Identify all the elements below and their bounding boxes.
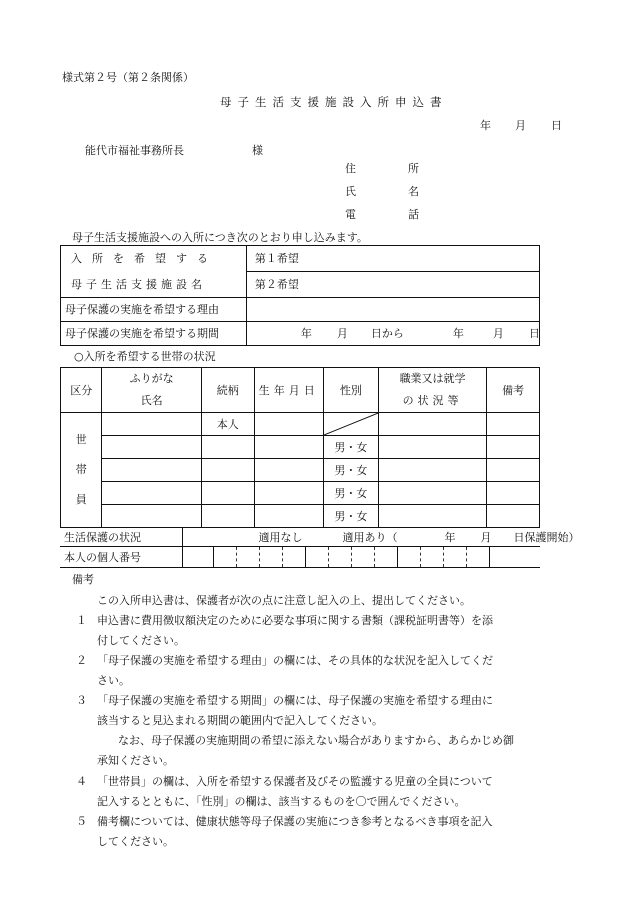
member-2-sex[interactable]: 男・女 — [323, 436, 378, 459]
digit-box[interactable] — [283, 547, 306, 567]
member-5-name[interactable] — [102, 505, 201, 528]
member-4-remarks[interactable] — [487, 482, 540, 505]
period-day-2: 日 — [528, 327, 540, 340]
digit-box[interactable] — [467, 547, 490, 567]
col-category: 区分 — [61, 368, 102, 413]
welfare-start: 日保護開始） — [513, 531, 580, 544]
welfare-status-field[interactable] — [182, 528, 580, 547]
notes-heading: 備考 — [72, 573, 94, 586]
note-5-line-2: してください。 — [97, 835, 174, 848]
col-occupation — [378, 368, 486, 413]
application-table — [60, 245, 540, 346]
individual-number-label: 本人の個人番号 — [60, 547, 182, 568]
welfare-label: 生活保護の状況 — [60, 528, 182, 547]
page-title: 母子生活支援施設入所申込書 — [220, 95, 448, 109]
note-2-line-2: さい。 — [97, 674, 130, 687]
digit-box[interactable] — [260, 547, 283, 567]
intro-text: 母子生活支援施設への入所につき次のとおり申し込みます。 — [72, 231, 368, 244]
col-occupation-1: 職業又は就学 — [399, 372, 466, 385]
member-3-occupation[interactable] — [378, 459, 486, 482]
digit-box[interactable] — [237, 547, 260, 567]
col-furigana-name — [102, 368, 201, 413]
period-label: 母子保護の実施を希望する期間 — [61, 322, 247, 346]
digit-box[interactable] — [214, 547, 237, 567]
period-month-2: 月 — [492, 327, 504, 340]
member-2-name[interactable] — [102, 436, 201, 459]
member-5-remarks[interactable] — [487, 505, 540, 528]
household-heading: ○入所を希望する世帯の状況 — [74, 350, 216, 363]
household-table — [60, 367, 540, 528]
addressee: 能代市福祉事務所長 — [85, 144, 184, 157]
note-4-number: ４ — [76, 775, 87, 788]
date-year: 年 — [480, 119, 491, 132]
member-5-relation[interactable] — [201, 505, 254, 528]
col-sex: 性別 — [323, 368, 378, 413]
digit-box[interactable] — [398, 547, 421, 567]
member-2-birthdate[interactable] — [254, 436, 323, 459]
row-label-1: 世 — [75, 433, 87, 446]
date-month: 月 — [515, 119, 526, 132]
col-birthdate: 生年月日 — [254, 368, 323, 413]
facility-label-2: 母子生活支援施設名 — [61, 272, 247, 298]
period-year: 年 — [300, 327, 312, 340]
col-occupation-2: の状況等 — [402, 394, 463, 407]
note-5-line-1: 備考欄については、健康状態等母子保護の実施につき参考となるべき事項を記入 — [97, 815, 493, 828]
member-1-sex-slash — [323, 413, 378, 436]
reason-label: 母子保護の実施を希望する理由 — [61, 298, 247, 322]
digit-box[interactable] — [444, 547, 467, 567]
member-4-name[interactable] — [102, 482, 201, 505]
facility-label-1: 入所を希望する — [61, 246, 247, 272]
digit-box[interactable] — [421, 547, 444, 567]
col-furigana: ふりがな — [129, 372, 174, 385]
honorific: 様 — [252, 144, 263, 157]
reason-field[interactable] — [246, 298, 539, 322]
col-name: 氏名 — [140, 394, 163, 407]
member-2-occupation[interactable] — [378, 436, 486, 459]
welfare-month: 月 — [480, 531, 492, 544]
member-3-name[interactable] — [102, 459, 201, 482]
welfare-table — [60, 527, 580, 568]
choice-2-field[interactable]: 第２希望 — [246, 272, 539, 298]
applicant-address-label: 住 所 — [345, 162, 429, 175]
row-label-3: 員 — [75, 493, 87, 506]
date-day: 日 — [551, 119, 562, 132]
period-field[interactable] — [246, 322, 539, 346]
member-5-occupation[interactable] — [378, 505, 486, 528]
member-1-birthdate[interactable] — [254, 413, 323, 436]
member-3-birthdate[interactable] — [254, 459, 323, 482]
digit-box[interactable] — [375, 547, 398, 567]
welfare-year: 年 — [444, 531, 456, 544]
digit-box[interactable] — [352, 547, 375, 567]
note-2-line-1: 「母子保護の実施を希望する理由」の欄には、その具体的な状況を記入してくだ — [97, 654, 493, 667]
applicant-phone-label: 電 話 — [345, 208, 429, 221]
period-year-2: 年 — [452, 327, 464, 340]
applicant-name-label: 氏 名 — [345, 185, 429, 198]
note-2-number: ２ — [76, 654, 87, 667]
note-3-line-4: 承知ください。 — [97, 754, 174, 767]
note-1-line-2: 付してください。 — [97, 634, 185, 647]
row-label-2: 帯 — [75, 463, 87, 476]
member-3-relation[interactable] — [201, 459, 254, 482]
digit-box[interactable] — [329, 547, 352, 567]
col-remarks: 備考 — [487, 368, 540, 413]
note-4-line-1: 「世帯員」の欄は、入所を希望する保護者及びその監護する児童の全員について — [97, 775, 493, 788]
digit-box[interactable] — [306, 547, 329, 567]
form-number: 様式第２号（第２条関係） — [62, 71, 194, 84]
member-2-relation[interactable] — [201, 436, 254, 459]
member-2-remarks[interactable] — [487, 436, 540, 459]
note-5-number: ５ — [76, 815, 87, 828]
individual-number-field[interactable] — [182, 547, 540, 568]
individual-number-digits — [183, 547, 541, 567]
notes-intro: この入所申込書は、保護者が次の点に注意し記入の上、提出してください。 — [97, 594, 471, 607]
note-3-number: ３ — [76, 694, 87, 707]
member-4-sex[interactable]: 男・女 — [323, 482, 378, 505]
member-5-birthdate[interactable] — [254, 505, 323, 528]
note-3-line-1: 「母子保護の実施を希望する期間」の欄には、母子保護の実施を希望する理由に — [97, 694, 493, 707]
household-members-label — [61, 413, 102, 528]
member-3-remarks[interactable] — [487, 459, 540, 482]
note-1-line-1: 申込書に費用徴収額決定のために必要な事項に関する書類（課税証明書等）を添 — [97, 614, 493, 627]
period-from: 日から — [370, 327, 404, 340]
member-4-birthdate[interactable] — [254, 482, 323, 505]
member-1-remarks[interactable] — [487, 413, 540, 436]
period-month: 月 — [336, 327, 348, 340]
choice-1-field[interactable]: 第１希望 — [246, 246, 539, 272]
note-3-line-2: 該当すると見込まれる期間の範囲内で記入してください。 — [97, 714, 383, 727]
welfare-not-applied[interactable]: 適用なし — [258, 531, 303, 544]
col-relation: 続柄 — [201, 368, 254, 413]
diagonal-line — [324, 413, 378, 435]
note-4-line-2: 記入するとともに、「性別」の欄は、該当するものを〇で囲んでください。 — [97, 795, 466, 808]
note-3-line-3: なお、母子保護の実施期間の希望に添えない場合がありますから、あらかじめ御 — [118, 734, 514, 747]
member-1-occupation[interactable] — [378, 413, 486, 436]
member-4-occupation[interactable] — [378, 482, 486, 505]
member-1-relation: 本人 — [201, 413, 254, 436]
member-4-relation[interactable] — [201, 482, 254, 505]
welfare-applied[interactable]: 適用あり（ — [342, 531, 398, 544]
member-1-name[interactable] — [102, 413, 201, 436]
member-5-sex[interactable]: 男・女 — [323, 505, 378, 528]
member-3-sex[interactable]: 男・女 — [323, 459, 378, 482]
digit-box[interactable] — [183, 547, 214, 567]
note-1-number: １ — [76, 614, 87, 627]
